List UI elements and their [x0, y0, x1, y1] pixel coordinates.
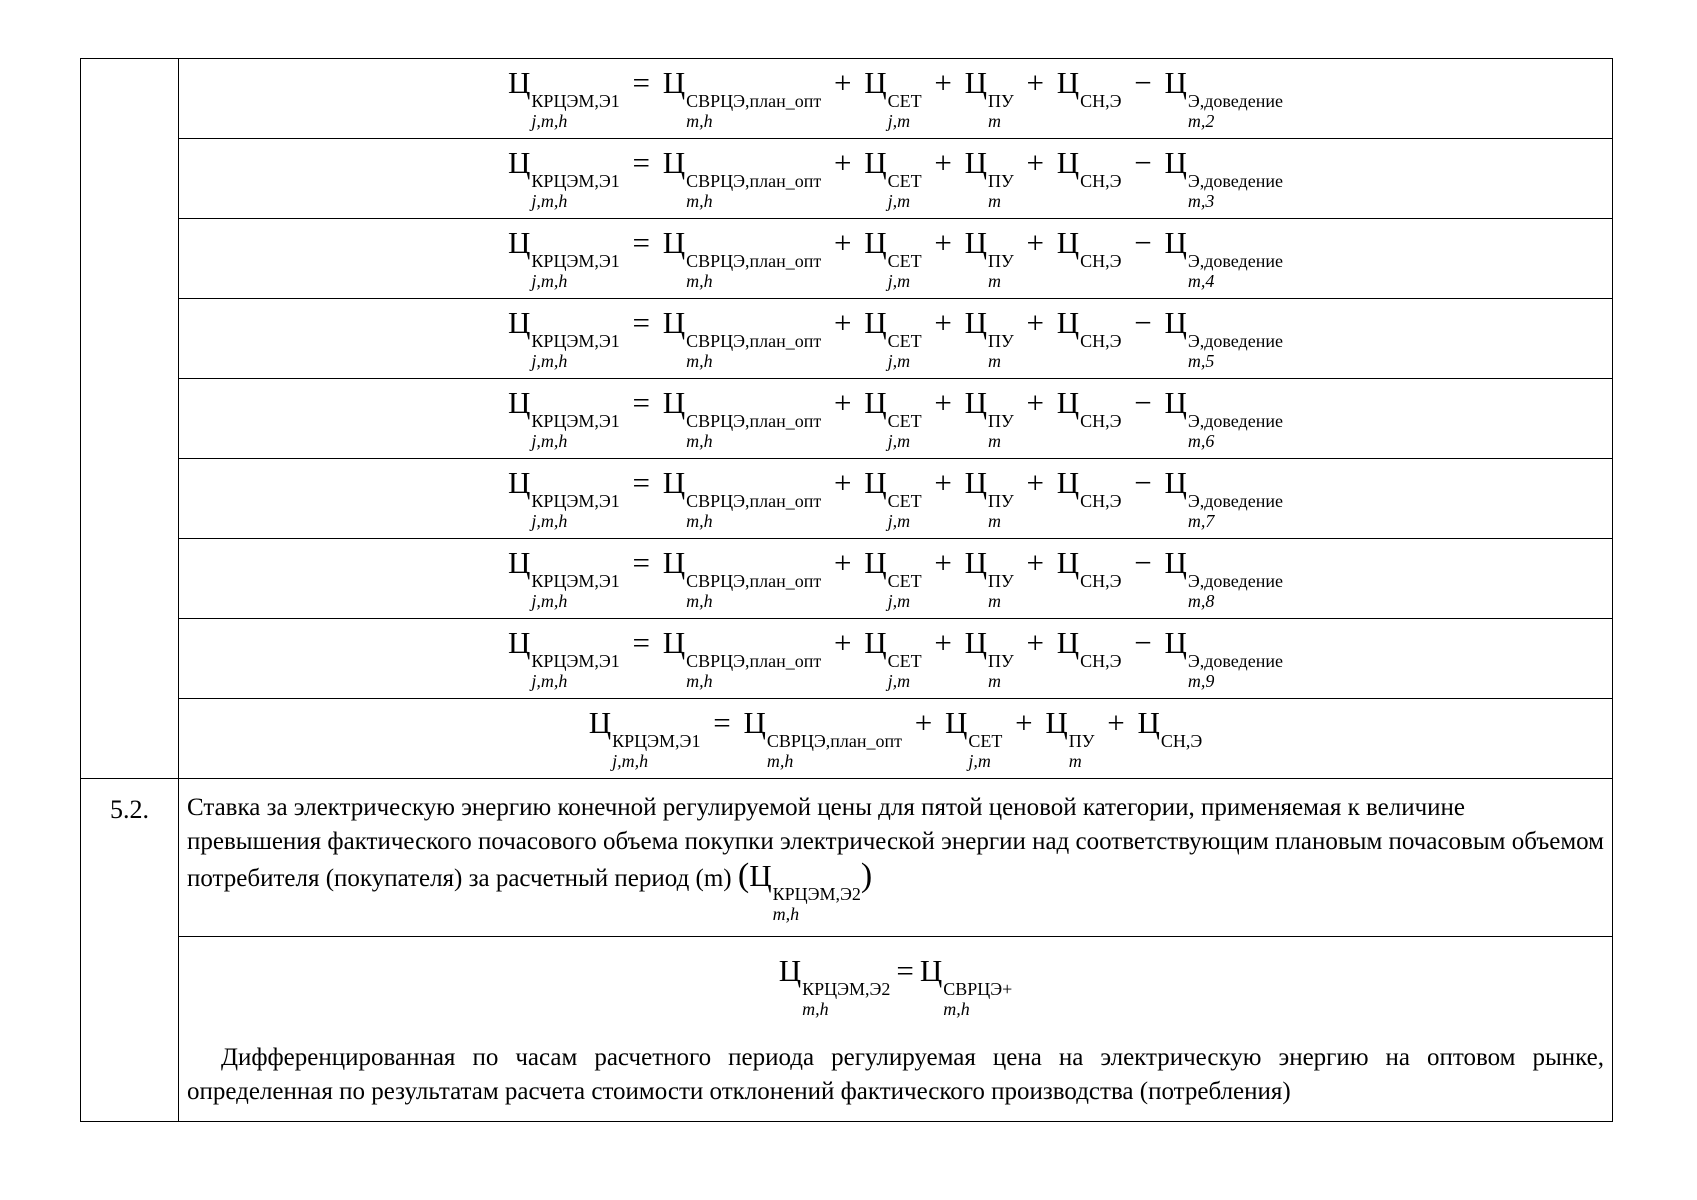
formula-term-3: Ц ПУ m — [964, 144, 1014, 211]
formula-term-lhs: Ц КРЦЭМ,Э1 j,m,h — [508, 144, 620, 211]
formula-row — [81, 299, 1613, 379]
formula-term-5: Ц Э,доведение m,5 — [1164, 304, 1283, 371]
formula-term-5: Ц Э,доведение m,4 — [1164, 224, 1283, 291]
formula-row — [81, 539, 1613, 619]
formula-term-lhs: Ц КРЦЭМ,Э1 j,m,h — [588, 704, 701, 771]
price-formula: Ц КРЦЭМ,Э1 j,m,h = Ц СВРЦЭ,план_опт m,h + Ц СЕТ j,m + Ц ПУ m + Ц СН,Э − Ц Э,доведение m,3 — [508, 144, 1283, 211]
description-text: Ставка за электрическую энергию конечной регулируемой цены для пятой ценовой категории, применяемая к величине превышения фактического почасового объема покупки электрической энергии над соответствующим плановым почасовым объемом потребителя (покупателя) за расчетный период (m) — [187, 794, 1605, 892]
formula-term-2: Ц СЕТ j,m — [944, 704, 1003, 771]
formula-cell — [179, 59, 1613, 139]
formula-term-4: Ц СН,Э — [1056, 624, 1122, 671]
formula-term-1: Ц СВРЦЭ,план_опт m,h — [662, 224, 822, 291]
formula-term-4: Ц СН,Э — [1137, 704, 1203, 751]
formula-term-1: Ц СВРЦЭ,план_опт m,h — [662, 304, 822, 371]
formula-term-4: Ц СН,Э — [1056, 544, 1122, 591]
formula-cell — [179, 299, 1613, 379]
formula-term-lhs: Ц КРЦЭМ,Э1 j,m,h — [508, 304, 620, 371]
formula-cell — [179, 619, 1613, 699]
formula-term-lhs: Ц КРЦЭМ,Э1 j,m,h — [508, 224, 620, 291]
formula-term-2: Ц СЕТ j,m — [864, 464, 922, 531]
formula-cell — [179, 379, 1613, 459]
tariff-table — [80, 58, 1613, 1122]
formula-term-4: Ц СН,Э — [1056, 384, 1122, 431]
formula-term-4: Ц СН,Э — [1056, 224, 1122, 271]
section-5-2-row — [81, 779, 1613, 937]
formula-term-5: Ц Э,доведение m,3 — [1164, 144, 1283, 211]
formula-term-4: Ц СН,Э — [1056, 64, 1122, 111]
formula-term-2: Ц СЕТ j,m — [864, 144, 922, 211]
formula-term-lhs: Ц КРЦЭМ,Э1 j,m,h — [508, 64, 620, 131]
formula-term-1: Ц СВРЦЭ,план_опт m,h — [662, 624, 822, 691]
price-formula: Ц КРЦЭМ,Э1 j,m,h = Ц СВРЦЭ,план_опт m,h + Ц СЕТ j,m + Ц ПУ m + Ц СН,Э − Ц Э,доведение m,8 — [508, 544, 1283, 611]
formula-term-lhs: Ц КРЦЭМ,Э1 j,m,h — [508, 544, 620, 611]
formula-cell — [179, 699, 1613, 779]
inline-price-symbol: (Ц КРЦЭМ,Э2 m,h ) — [737, 857, 873, 924]
formula-cell — [179, 459, 1613, 539]
formula-term-2: Ц СЕТ j,m — [864, 624, 922, 691]
section-5-1-number-cell — [81, 59, 179, 779]
formula-row — [81, 139, 1613, 219]
formula-term-4: Ц СН,Э — [1056, 304, 1122, 351]
formula-cell — [179, 539, 1613, 619]
formula-term-3: Ц ПУ m — [964, 464, 1014, 531]
formula-term-5: Ц Э,доведение m,9 — [1164, 624, 1283, 691]
price-formula: Ц КРЦЭМ,Э1 j,m,h = Ц СВРЦЭ,план_опт m,h + Ц СЕТ j,m + Ц ПУ m + Ц СН,Э − Ц Э,доведение m,4 — [508, 224, 1283, 291]
formula-term-5: Ц Э,доведение m,7 — [1164, 464, 1283, 531]
price-formula: Ц КРЦЭМ,Э1 j,m,h = Ц СВРЦЭ,план_опт m,h + Ц СЕТ j,m + Ц ПУ m + Ц СН,Э − Ц Э,доведение m,7 — [508, 464, 1283, 531]
formula-term-2: Ц СЕТ j,m — [864, 304, 922, 371]
formula-term-2: Ц СЕТ j,m — [864, 64, 922, 131]
formula-row — [81, 459, 1613, 539]
price-formula: Ц КРЦЭМ,Э1 j,m,h = Ц СВРЦЭ,план_опт m,h + Ц СЕТ j,m + Ц ПУ m + Ц СН,Э − Ц Э,доведение m,6 — [508, 384, 1283, 451]
formula-term-lhs: Ц КРЦЭМ,Э1 j,m,h — [508, 624, 620, 691]
formula-cell — [179, 139, 1613, 219]
formula-row — [81, 379, 1613, 459]
formula-term-5: Ц Э,доведение m,2 — [1164, 64, 1283, 131]
formula-term-lhs: Ц КРЦЭМ,Э1 j,m,h — [508, 384, 620, 451]
formula-term-4: Ц СН,Э — [1056, 144, 1122, 191]
formula-term-1: Ц СВРЦЭ,план_опт m,h — [662, 464, 822, 531]
formula-term-3: Ц ПУ m — [964, 544, 1014, 611]
formula-term-4: Ц СН,Э — [1056, 464, 1122, 511]
formula-term-lhs: Ц КРЦЭМ,Э1 j,m,h — [508, 464, 620, 531]
section-description — [179, 779, 1613, 937]
formula-cell — [179, 219, 1613, 299]
price-formula: Ц КРЦЭМ,Э1 j,m,h = Ц СВРЦЭ,план_опт m,h + Ц СЕТ j,m + Ц ПУ m + Ц СН,Э − Ц Э,доведение m,5 — [508, 304, 1283, 371]
formula-term-2: Ц СЕТ j,m — [864, 384, 922, 451]
formula-term-3: Ц ПУ m — [964, 224, 1014, 291]
formula-term-3: Ц ПУ m — [964, 384, 1014, 451]
formula-row — [81, 699, 1613, 779]
formula-row — [81, 619, 1613, 699]
section-number: 5.2. — [81, 779, 179, 1122]
section-5-2-formula-cell — [179, 937, 1613, 1122]
price-formula: Ц КРЦЭМ,Э1 j,m,h = Ц СВРЦЭ,план_опт m,h + Ц СЕТ j,m + Ц ПУ m + Ц СН,Э — [588, 704, 1203, 771]
formula-term-1: Ц СВРЦЭ,план_опт m,h — [743, 704, 902, 771]
price-formula: Ц КРЦЭМ,Э1 j,m,h = Ц СВРЦЭ,план_опт m,h + Ц СЕТ j,m + Ц ПУ m + Ц СН,Э − Ц Э,доведение m,9 — [508, 624, 1283, 691]
formula-term-1: Ц СВРЦЭ,план_опт m,h — [662, 64, 822, 131]
price-formula: Ц КРЦЭМ,Э1 j,m,h = Ц СВРЦЭ,план_опт m,h + Ц СЕТ j,m + Ц ПУ m + Ц СН,Э − Ц Э,доведение m,2 — [508, 64, 1283, 131]
definition-paragraph: Дифференцированная по часам расчетного периода регулируемая цена на электрическую энергию на оптовом рынке, определенная по результатам расчета стоимости отклонений фактического производства (потребления) — [187, 1044, 1604, 1105]
formula-term-1: Ц СВРЦЭ,план_опт m,h — [662, 544, 822, 611]
price-formula-e2: Ц КРЦЭМ,Э2 m,h = Ц СВРЦЭ+ m,h — [778, 953, 1013, 1019]
formula-term-3: Ц ПУ m — [964, 64, 1014, 131]
formula-row — [81, 59, 1613, 139]
formula-term-3: Ц ПУ m — [964, 624, 1014, 691]
section-5-2-formula-row — [81, 937, 1613, 1122]
formula-term-5: Ц Э,доведение m,8 — [1164, 544, 1283, 611]
formula-term-5: Ц Э,доведение m,6 — [1164, 384, 1283, 451]
formula-row — [81, 219, 1613, 299]
formula-term-3: Ц ПУ m — [964, 304, 1014, 371]
formula-term-2: Ц СЕТ j,m — [864, 544, 922, 611]
formula-term-2: Ц СЕТ j,m — [864, 224, 922, 291]
formula-term-1: Ц СВРЦЭ,план_опт m,h — [662, 144, 822, 211]
formula-term-1: Ц СВРЦЭ,план_опт m,h — [662, 384, 822, 451]
formula-term-3: Ц ПУ m — [1045, 704, 1095, 771]
